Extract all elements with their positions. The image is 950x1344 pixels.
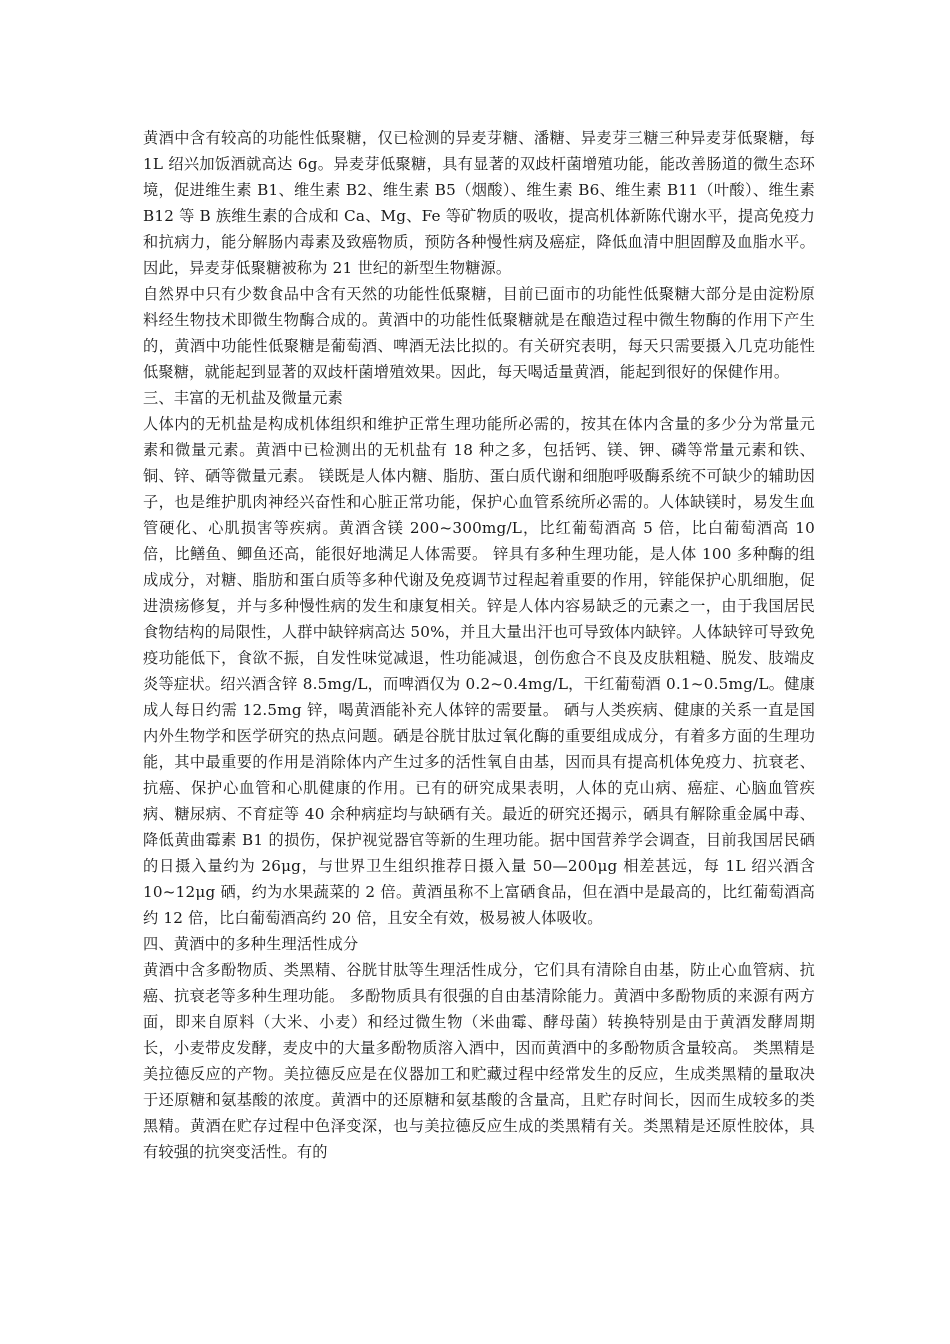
paragraph-oligosaccharide-content: 黄酒中含有较高的功能性低聚糖，仅已检测的异麦芽糖、潘糖、异麦芽三糖三种异麦芽低聚糖，每 1L 绍兴加饭酒就高达 6g。异麦芽低聚糖，具有显著的双歧杆菌增殖功能，能改善肠道的微生态环境，促进维生素 B1、维生素 B2、维生素 B5（烟酸）、维生素 B6、维生素 B11（叶酸）、维生素 B12 等 B 族维生素的合成和 Ca、Mg、Fe 等矿物质的吸收，提高机体新陈代谢水平，提高免疫力和抗病力，能分解肠内毒素及致癌物质，预防各种慢性病及癌症，降低血清中胆固醇及血脂水平。因此，异麦芽低聚糖被称为 21 世纪的新型生物糖源。: [143, 129, 815, 277]
section-heading-bioactive: 四、黄酒中的多种生理活性成分: [143, 935, 359, 953]
paragraph-bioactive: 黄酒中含多酚物质、类黑精、谷胱甘肽等生理活性成分，它们具有清除自由基，防止心血管病、抗癌、抗衰老等多种生理功能。 多酚物质具有很强的自由基清除能力。黄酒中多酚物质的来源有两方面，即来自原料（大米、小麦）和经过微生物（米曲霉、酵母菌）转换特别是由于黄酒发酵周期长，小麦带皮发酵，麦皮中的大量多酚物质溶入酒中，因而黄酒中的多酚物质含量较高。 类黑精是美拉德反应的产物。美拉德反应是在仪器加工和贮藏过程中经常发生的反应，生成类黑精的量取决于还原糖和氨基酸的浓度。黄酒中的还原糖和氨基酸的含量高，且贮存时间长，因而生成较多的类黑精。黄酒在贮存过程中色泽变深，也与美拉德反应生成的类黑精有关。类黑精是还原性胶体，具有较强的抗突变活性。有的: [143, 961, 815, 1161]
document-body: [143, 125, 815, 1165]
section-heading-minerals: 三、丰富的无机盐及微量元素: [143, 389, 344, 407]
paragraph-minerals: 人体内的无机盐是构成机体组织和维护正常生理功能所必需的，按其在体内含量的多少分为常量元素和微量元素。黄酒中已检测出的无机盐有 18 种之多，包括钙、镁、钾、磷等常量元素和铁、铜、锌、硒等微量元素。 镁既是人体内糖、脂肪、蛋白质代谢和细胞呼吸酶系统不可缺少的辅助因子，也是维护肌肉神经兴奋性和心脏正常功能，保护心血管系统所必需的。人体缺镁时，易发生血管硬化、心肌损害等疾病。黄酒含镁 200~300mg/L，比红葡萄酒高 5 倍，比白葡萄酒高 10 倍，比鳝鱼、鲫鱼还高，能很好地满足人体需要。 锌具有多种生理功能，是人体 100 多种酶的组成成分，对糖、脂肪和蛋白质等多种代谢及免疫调节过程起着重要的作用，锌能保护心肌细胞，促进溃疡修复，并与多种慢性病的发生和康复相关。锌是人体内容易缺乏的元素之一，由于我国居民食物结构的局限性，人群中缺锌病高达 50%，并且大量出汗也可导致体内缺锌。人体缺锌可导致免疫功能低下，食欲不振，自发性味觉减退，性功能减退，创伤愈合不良及皮肤粗糙、脱发、肢端皮炎等症状。绍兴酒含锌 8.5mg/L，而啤酒仅为 0.2~0.4mg/L，干红葡萄酒 0.1~0.5mg/L。健康成人每日约需 12.5mg 锌，喝黄酒能补充人体锌的需要量。 硒与人类疾病、健康的关系一直是国内外生物学和医学研究的热点问题。硒是谷胱甘肽过氧化酶的重要组成成分，有着多方面的生理功能，其中最重要的作用是消除体内产生过多的活性氧自由基，因而具有提高机体免疫力、抗衰老、抗癌、保护心血管和心肌健康的作用。已有的研究成果表明，人体的克山病、癌症、心脑血管疾病、糖尿病、不育症等 40 余种病症均与缺硒有关。最近的研究还揭示，硒具有解除重金属中毒、降低黄曲霉素 B1 的损伤，保护视觉器官等新的生理功能。据中国营养学会调查，目前我国居民硒的日摄入量约为 26μg，与世界卫生组织推荐日摄入量 50—200μg 相差甚远，每 1L 绍兴酒含 10~12μg 硒，约为水果蔬菜的 2 倍。黄酒虽称不上富硒食品，但在酒中是最高的，比红葡萄酒高约 12 倍，比白葡萄酒高约 20 倍，且安全有效，极易被人体吸收。: [143, 415, 815, 927]
paragraph-oligosaccharide-source: 自然界中只有少数食品中含有天然的功能性低聚糖，目前已面市的功能性低聚糖大部分是由淀粉原料经生物技术即微生物酶合成的。黄酒中的功能性低聚糖就是在酿造过程中微生物酶的作用下产生的，黄酒中功能性低聚糖是葡萄酒、啤酒无法比拟的。有关研究表明，每天只需要摄入几克功能性低聚糖，就能起到显著的双歧杆菌增殖效果。因此，每天喝适量黄酒，能起到很好的保健作用。: [143, 285, 815, 381]
